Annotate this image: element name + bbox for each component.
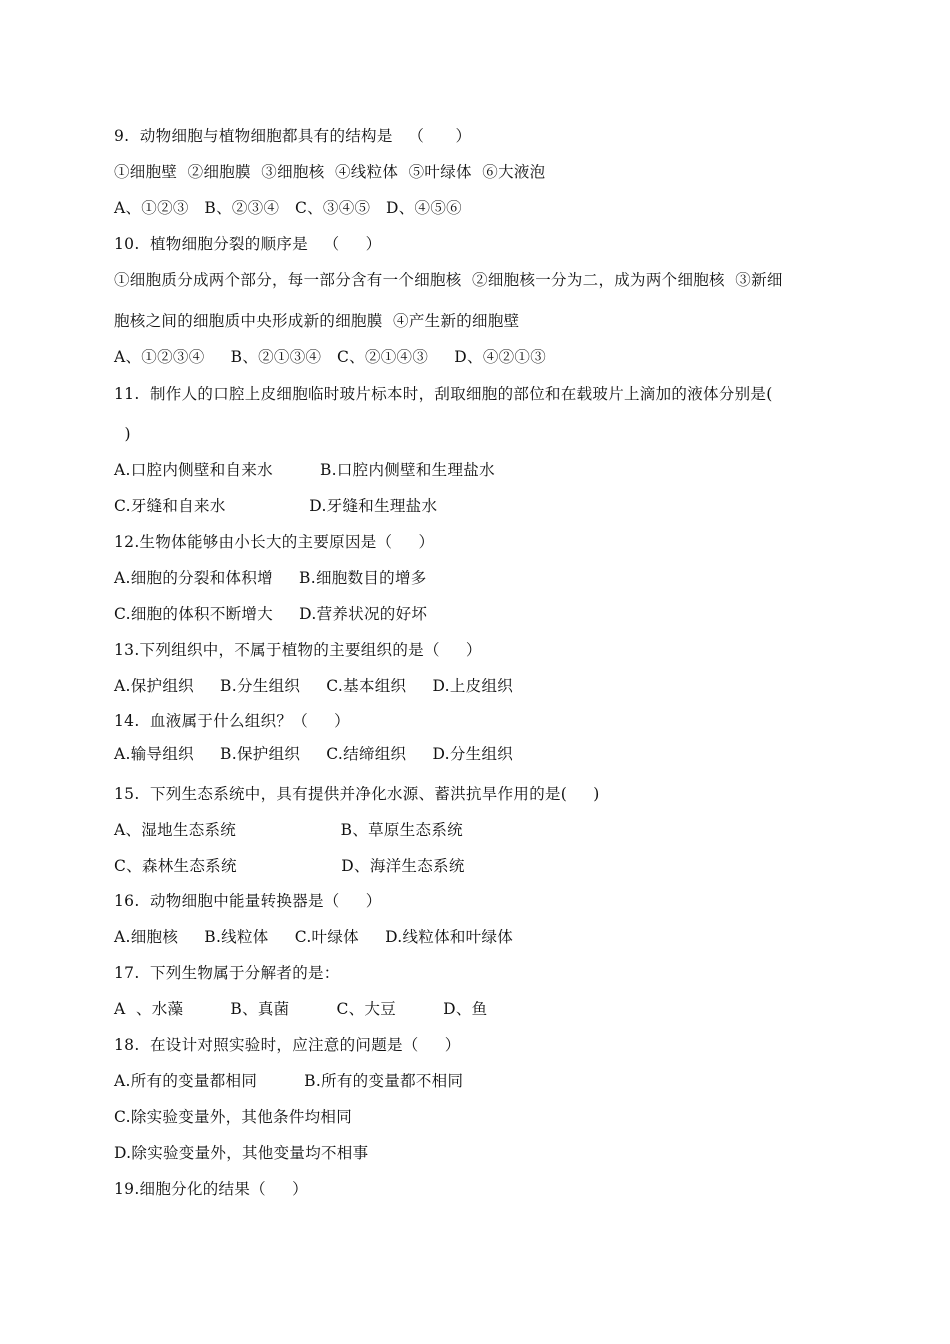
question-18-option-d: D.除实验变量外，其他变量均不相事 <box>114 1144 369 1162</box>
question-12: 12.生物体能够由小长大的主要原因是（ ） <box>114 533 435 551</box>
question-10: 10. 植物细胞分裂的顺序是 （ ） <box>114 235 382 253</box>
question-18-option-c: C.除实验变量外，其他条件均相同 <box>114 1108 353 1126</box>
question-11-bracket: ) <box>114 425 131 443</box>
question-15-options-ab: A、湿地生态系统 B、草原生态系统 <box>114 821 463 839</box>
question-10-items-line2: 胞核之间的细胞质中央形成新的细胞膜 ④产生新的细胞壁 <box>114 312 520 330</box>
question-9-items: ①细胞壁 ②细胞膜 ③细胞核 ④线粒体 ⑤叶绿体 ⑥大液泡 <box>114 163 546 181</box>
question-14-options: A.输导组织 B.保护组织 C.结缔组织 D.分生组织 <box>114 745 514 763</box>
question-11-options-cd: C.牙缝和自来水 D.牙缝和生理盐水 <box>114 497 438 515</box>
question-17-options: A 、水藻 B、真菌 C、大豆 D、鱼 <box>114 1000 488 1018</box>
question-15: 15. 下列生态系统中，具有提供并净化水源、蓄洪抗旱作用的是( ) <box>114 785 600 803</box>
question-11: 11. 制作人的口腔上皮细胞临时玻片标本时，刮取细胞的部位和在载玻片上滴加的液体分别是( <box>114 385 773 403</box>
question-12-options-cd: C.细胞的体积不断增大 D.营养状况的好坏 <box>114 605 428 623</box>
question-14: 14. 血液属于什么组织？（ ） <box>114 712 350 730</box>
question-10-items-line1: ①细胞质分成两个部分，每一部分含有一个细胞核 ②细胞核一分为二，成为两个细胞核 ③新细 <box>114 271 783 289</box>
question-13: 13.下列组织中，不属于植物的主要组织的是（ ） <box>114 641 482 659</box>
question-13-options: A.保护组织 B.分生组织 C.基本组织 D.上皮组织 <box>114 677 514 695</box>
question-17: 17. 下列生物属于分解者的是： <box>114 964 340 982</box>
question-9: 9. 动物细胞与植物细胞都具有的结构是 （ ） <box>114 127 472 145</box>
question-11-options-ab: A.口腔内侧壁和自来水 B.口腔内侧壁和生理盐水 <box>114 461 495 479</box>
question-15-options-cd: C、森林生态系统 D、海洋生态系统 <box>114 857 465 875</box>
question-18: 18. 在设计对照实验时，应注意的问题是（ ） <box>114 1036 461 1054</box>
question-16: 16. 动物细胞中能量转换器是（ ） <box>114 892 382 910</box>
question-18-options-ab: A.所有的变量都相同 B.所有的变量都不相同 <box>114 1072 464 1090</box>
question-10-options: A、①②③④ B、②①③④ C、②①④③ D、④②①③ <box>114 348 547 366</box>
question-9-options: A、①②③ B、②③④ C、③④⑤ D、④⑤⑥ <box>114 199 462 217</box>
question-12-options-ab: A.细胞的分裂和体积增 B.细胞数目的增多 <box>114 569 427 587</box>
question-19: 19.细胞分化的结果（ ） <box>114 1180 308 1198</box>
question-16-options: A.细胞核 B.线粒体 C.叶绿体 D.线粒体和叶绿体 <box>114 928 514 946</box>
